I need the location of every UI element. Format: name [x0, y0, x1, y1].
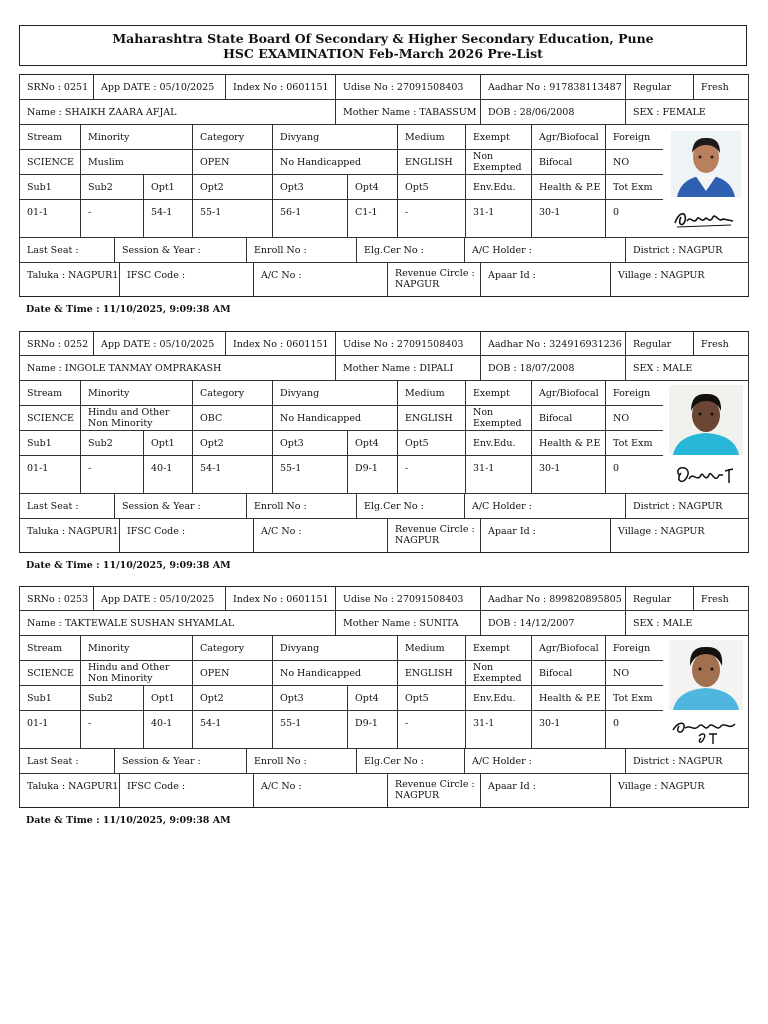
taluka: Taluka : NAGPUR1: [19, 518, 119, 553]
sub1-value: 01-1: [19, 710, 80, 748]
divyang-label: Divyang: [272, 380, 397, 405]
student-photo: [669, 385, 743, 455]
session-year: Session & Year :: [114, 493, 246, 518]
mother-name: Mother Name : TABASSUM: [335, 99, 480, 124]
medium-value: ENGLISH: [397, 405, 465, 430]
photo-cell: [663, 380, 749, 493]
tot-exm-value: 0: [605, 710, 663, 748]
medium-value: ENGLISH: [397, 660, 465, 685]
agr-biofocal-value: Bifocal: [531, 149, 605, 174]
exempt-label: Exempt: [465, 380, 531, 405]
opt3-label: Opt3: [272, 685, 347, 710]
regular-status: Regular: [625, 586, 693, 611]
health-pe-label: Health & P.E: [531, 174, 605, 199]
tot-exm-label: Tot Exm: [605, 174, 663, 199]
minority-value: Hindu and Other Non Minority: [80, 405, 192, 430]
opt1-value: 54-1: [143, 199, 192, 237]
opt1-value: 40-1: [143, 710, 192, 748]
foreign-value: NO: [605, 660, 663, 685]
minority-label: Minority: [80, 380, 192, 405]
sub2-label: Sub2: [80, 430, 143, 455]
ac-holder: A/C Holder :: [464, 748, 625, 773]
opt1-label: Opt1: [143, 174, 192, 199]
env-edu-value: 31-1: [465, 710, 531, 748]
srno: SRNo : 0252: [19, 331, 93, 356]
tot-exm-value: 0: [605, 455, 663, 493]
stream-label: Stream: [19, 635, 80, 660]
village: Village : NAGPUR: [610, 262, 749, 297]
foreign-label: Foreign: [605, 380, 663, 405]
agr-biofocal-value: Bifocal: [531, 660, 605, 685]
env-edu-label: Env.Edu.: [465, 685, 531, 710]
stream-label: Stream: [19, 124, 80, 149]
divyang-value: No Handicapped: [272, 660, 397, 685]
sub2-value: -: [80, 199, 143, 237]
apaar-id: Apaar Id :: [480, 773, 610, 808]
stream-value: SCIENCE: [19, 149, 80, 174]
agr-biofocal-label: Agr/Biofocal: [531, 635, 605, 660]
revenue-circle: Revenue Circle : NAGPUR: [387, 773, 480, 808]
sub2-label: Sub2: [80, 685, 143, 710]
ifsc-code: IFSC Code :: [119, 773, 253, 808]
print-datetime: Date & Time : 11/10/2025, 9:09:38 AM: [26, 815, 231, 826]
minority-value: Muslim: [80, 149, 192, 174]
record-bottom-border: [19, 552, 749, 553]
env-edu-label: Env.Edu.: [465, 174, 531, 199]
category-label: Category: [192, 380, 272, 405]
revenue-circle: Revenue Circle : NAGPUR: [387, 518, 480, 553]
record-bottom-border: [19, 296, 749, 297]
student-name: Name : TAKTEWALE SUSHAN SHYAMLAL: [19, 610, 335, 635]
student-photo: [669, 640, 743, 710]
opt5-label: Opt5: [397, 430, 465, 455]
minority-value: Hindu and Other Non Minority: [80, 660, 192, 685]
exempt-label: Exempt: [465, 124, 531, 149]
aadhar-no: Aadhar No : 324916931236: [480, 331, 625, 356]
district: District : NAGPUR: [625, 493, 749, 518]
elg-cer-no: Elg.Cer No :: [356, 493, 464, 518]
tot-exm-label: Tot Exm: [605, 685, 663, 710]
sex: SEX : FEMALE: [625, 99, 749, 124]
mother-name: Mother Name : SUNITA: [335, 610, 480, 635]
divyang-label: Divyang: [272, 635, 397, 660]
env-edu-label: Env.Edu.: [465, 430, 531, 455]
opt3-label: Opt3: [272, 430, 347, 455]
sub2-value: -: [80, 710, 143, 748]
tot-exm-label: Tot Exm: [605, 430, 663, 455]
agr-biofocal-label: Agr/Biofocal: [531, 380, 605, 405]
foreign-value: NO: [605, 149, 663, 174]
apaar-id: Apaar Id :: [480, 262, 610, 297]
ac-holder: A/C Holder :: [464, 237, 625, 262]
medium-value: ENGLISH: [397, 149, 465, 174]
srno: SRNo : 0251: [19, 74, 93, 99]
last-seat: Last Seat :: [19, 748, 114, 773]
print-datetime: Date & Time : 11/10/2025, 9:09:38 AM: [26, 560, 231, 571]
village: Village : NAGPUR: [610, 773, 749, 808]
exempt-value: Non Exempted: [465, 660, 531, 685]
session-year: Session & Year :: [114, 748, 246, 773]
opt4-label: Opt4: [347, 174, 397, 199]
category-label: Category: [192, 124, 272, 149]
district: District : NAGPUR: [625, 748, 749, 773]
opt2-label: Opt2: [192, 174, 272, 199]
enroll-no: Enroll No :: [246, 493, 356, 518]
print-datetime: Date & Time : 11/10/2025, 9:09:38 AM: [26, 304, 231, 315]
stream-value: SCIENCE: [19, 660, 80, 685]
dob: DOB : 14/12/2007: [480, 610, 625, 635]
elg-cer-no: Elg.Cer No :: [356, 748, 464, 773]
sub1-value: 01-1: [19, 455, 80, 493]
dob: DOB : 18/07/2008: [480, 355, 625, 380]
ac-holder: A/C Holder :: [464, 493, 625, 518]
document-header: [19, 25, 747, 66]
sub2-label: Sub2: [80, 174, 143, 199]
sex: SEX : MALE: [625, 355, 749, 380]
category-label: Category: [192, 635, 272, 660]
opt3-value: 55-1: [272, 710, 347, 748]
opt3-label: Opt3: [272, 174, 347, 199]
opt1-label: Opt1: [143, 430, 192, 455]
opt1-value: 40-1: [143, 455, 192, 493]
ac-no: A/C No :: [253, 262, 387, 297]
opt2-value: 55-1: [192, 199, 272, 237]
mother-name: Mother Name : DIPALI: [335, 355, 480, 380]
foreign-value: NO: [605, 405, 663, 430]
village: Village : NAGPUR: [610, 518, 749, 553]
opt5-value: -: [397, 199, 465, 237]
foreign-label: Foreign: [605, 124, 663, 149]
app-date: App DATE : 05/10/2025: [93, 74, 225, 99]
opt2-label: Opt2: [192, 685, 272, 710]
sub1-label: Sub1: [19, 430, 80, 455]
sub1-value: 01-1: [19, 199, 80, 237]
student-signature: [671, 203, 741, 233]
opt2-value: 54-1: [192, 455, 272, 493]
category-value: OBC: [192, 405, 272, 430]
sub2-value: -: [80, 455, 143, 493]
taluka: Taluka : NAGPUR1: [19, 262, 119, 297]
student-signature: [671, 461, 741, 491]
board-title: Maharashtra State Board Of Secondary & Higher Secondary Education, Pune: [112, 31, 654, 46]
index-no: Index No : 0601151: [225, 74, 335, 99]
sex: SEX : MALE: [625, 610, 749, 635]
ifsc-code: IFSC Code :: [119, 262, 253, 297]
elg-cer-no: Elg.Cer No :: [356, 237, 464, 262]
dob: DOB : 28/06/2008: [480, 99, 625, 124]
app-date: App DATE : 05/10/2025: [93, 586, 225, 611]
enroll-no: Enroll No :: [246, 237, 356, 262]
session-year: Session & Year :: [114, 237, 246, 262]
env-edu-value: 31-1: [465, 199, 531, 237]
exam-title: HSC EXAMINATION Feb-March 2026 Pre-List: [223, 46, 543, 61]
aadhar-no: Aadhar No : 899820895805: [480, 586, 625, 611]
revenue-circle: Revenue Circle : NAPGUR: [387, 262, 480, 297]
fresh-status: Fresh: [693, 74, 749, 99]
opt2-label: Opt2: [192, 430, 272, 455]
opt4-label: Opt4: [347, 430, 397, 455]
opt4-value: C1-1: [347, 199, 397, 237]
stream-value: SCIENCE: [19, 405, 80, 430]
exempt-label: Exempt: [465, 635, 531, 660]
agr-biofocal-label: Agr/Biofocal: [531, 124, 605, 149]
opt3-value: 56-1: [272, 199, 347, 237]
app-date: App DATE : 05/10/2025: [93, 331, 225, 356]
divyang-value: No Handicapped: [272, 149, 397, 174]
sub1-label: Sub1: [19, 174, 80, 199]
student-signature: [669, 714, 741, 746]
student-photo: [671, 131, 741, 197]
last-seat: Last Seat :: [19, 237, 114, 262]
opt4-label: Opt4: [347, 685, 397, 710]
env-edu-value: 31-1: [465, 455, 531, 493]
minority-label: Minority: [80, 124, 192, 149]
regular-status: Regular: [625, 74, 693, 99]
ac-no: A/C No :: [253, 518, 387, 553]
fresh-status: Fresh: [693, 331, 749, 356]
health-pe-value: 30-1: [531, 710, 605, 748]
index-no: Index No : 0601151: [225, 331, 335, 356]
district: District : NAGPUR: [625, 237, 749, 262]
enroll-no: Enroll No :: [246, 748, 356, 773]
health-pe-value: 30-1: [531, 455, 605, 493]
apaar-id: Apaar Id :: [480, 518, 610, 553]
opt5-value: -: [397, 455, 465, 493]
divyang-label: Divyang: [272, 124, 397, 149]
health-pe-label: Health & P.E: [531, 430, 605, 455]
index-no: Index No : 0601151: [225, 586, 335, 611]
opt4-value: D9-1: [347, 710, 397, 748]
medium-label: Medium: [397, 124, 465, 149]
agr-biofocal-value: Bifocal: [531, 405, 605, 430]
ifsc-code: IFSC Code :: [119, 518, 253, 553]
opt5-label: Opt5: [397, 685, 465, 710]
divyang-value: No Handicapped: [272, 405, 397, 430]
medium-label: Medium: [397, 635, 465, 660]
stream-label: Stream: [19, 380, 80, 405]
health-pe-value: 30-1: [531, 199, 605, 237]
udise-no: Udise No : 27091508403: [335, 331, 480, 356]
opt1-label: Opt1: [143, 685, 192, 710]
ac-no: A/C No :: [253, 773, 387, 808]
sub1-label: Sub1: [19, 685, 80, 710]
opt3-value: 55-1: [272, 455, 347, 493]
udise-no: Udise No : 27091508403: [335, 586, 480, 611]
taluka: Taluka : NAGPUR1: [19, 773, 119, 808]
opt4-value: D9-1: [347, 455, 397, 493]
opt5-value: -: [397, 710, 465, 748]
health-pe-label: Health & P.E: [531, 685, 605, 710]
photo-cell: [663, 635, 749, 748]
regular-status: Regular: [625, 331, 693, 356]
exempt-value: Non Exempted: [465, 405, 531, 430]
student-name: Name : SHAIKH ZAARA AFJAL: [19, 99, 335, 124]
record-bottom-border: [19, 807, 749, 808]
minority-label: Minority: [80, 635, 192, 660]
photo-cell: [663, 124, 749, 237]
medium-label: Medium: [397, 380, 465, 405]
exempt-value: Non Exempted: [465, 149, 531, 174]
tot-exm-value: 0: [605, 199, 663, 237]
last-seat: Last Seat :: [19, 493, 114, 518]
udise-no: Udise No : 27091508403: [335, 74, 480, 99]
srno: SRNo : 0253: [19, 586, 93, 611]
fresh-status: Fresh: [693, 586, 749, 611]
foreign-label: Foreign: [605, 635, 663, 660]
category-value: OPEN: [192, 149, 272, 174]
opt2-value: 54-1: [192, 710, 272, 748]
student-name: Name : INGOLE TANMAY OMPRAKASH: [19, 355, 335, 380]
category-value: OPEN: [192, 660, 272, 685]
aadhar-no: Aadhar No : 917838113487: [480, 74, 625, 99]
opt5-label: Opt5: [397, 174, 465, 199]
